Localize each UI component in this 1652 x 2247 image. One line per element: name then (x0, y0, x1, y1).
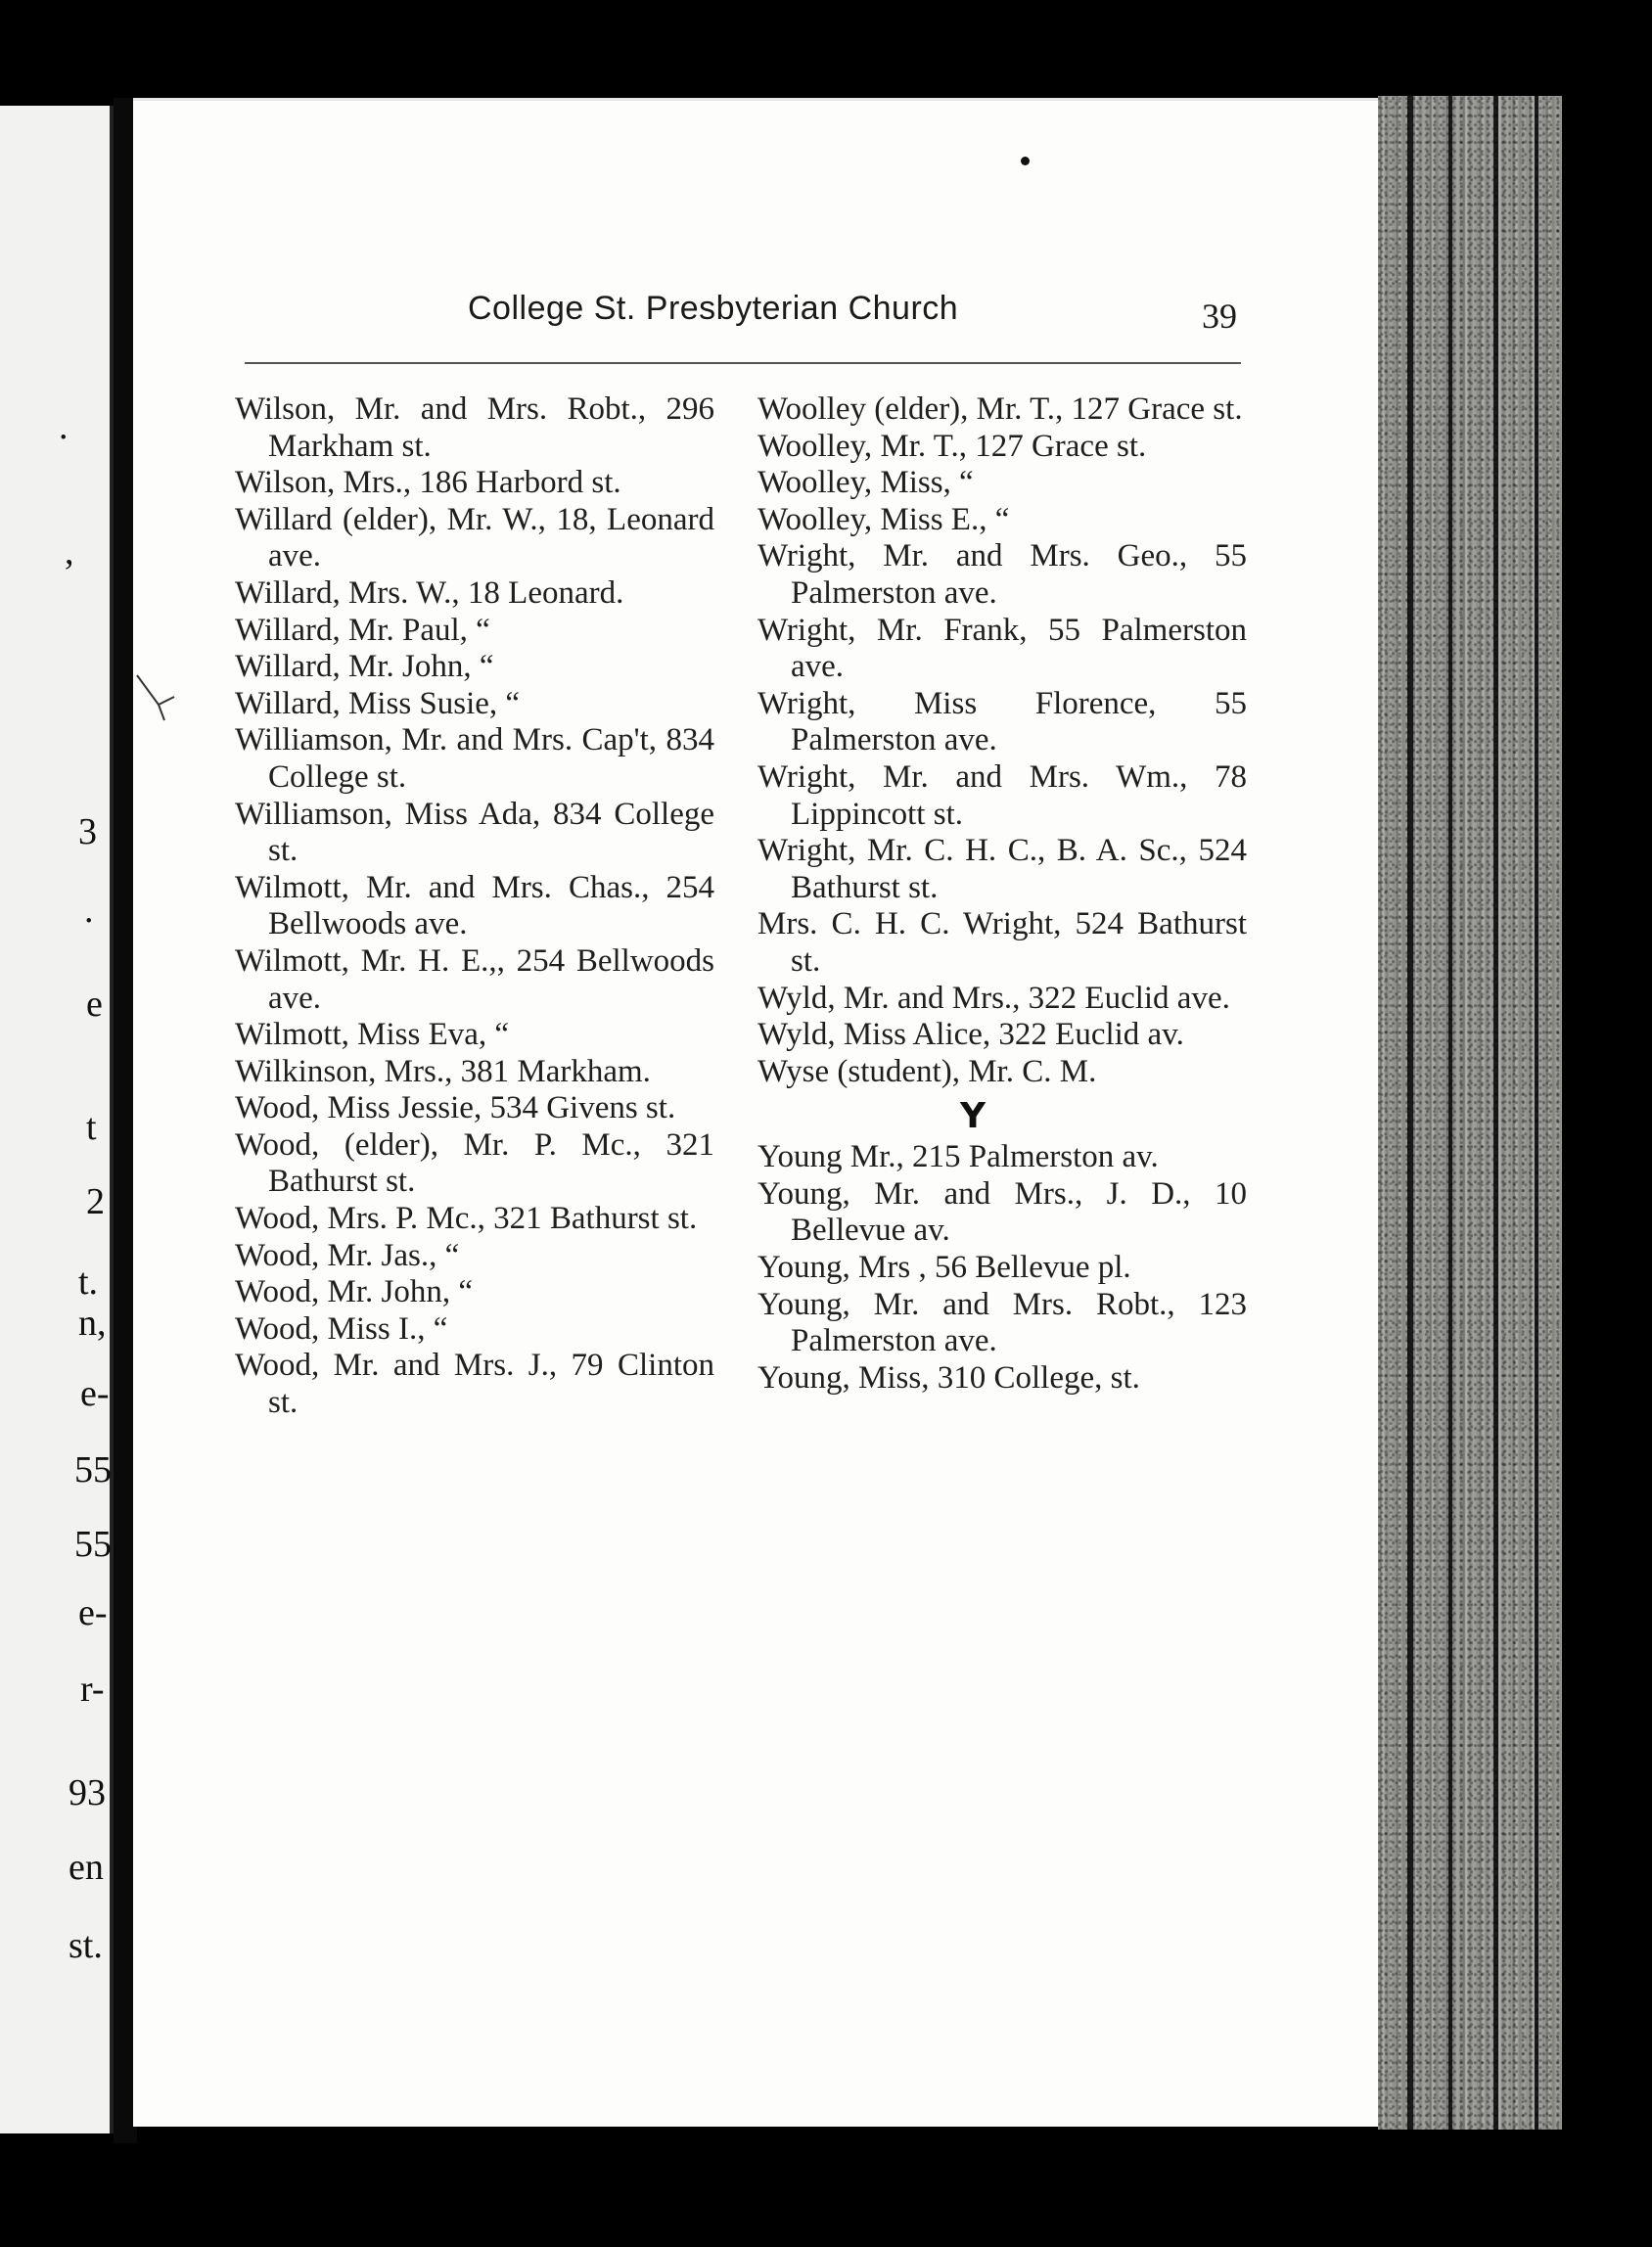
member-entry: Woolley, Mr. T., 127 Grace st. (757, 428, 1147, 464)
facing-page-fragment: 2 (86, 1181, 105, 1222)
edge-shadow (1493, 96, 1498, 2130)
member-entry: Wood, Mrs. P. Mc., 321 Bathurst st. (235, 1201, 698, 1237)
facing-page-fragment: en (69, 1847, 104, 1888)
member-entry: Woolley (elder), Mr. T., 127 Grace st. (757, 391, 1243, 427)
facing-page-fragment: e (86, 984, 103, 1025)
facing-page-fragment: n, (78, 1303, 107, 1344)
member-entry: Wood, Mr. Jas., “ (235, 1237, 460, 1273)
member-entry: Willard, Mr. John, “ (235, 649, 494, 685)
member-entry: Wright, Mr. and Mrs. Geo., 55 Palmerston ave. (757, 538, 1247, 611)
member-entry: Wood, Mr. and Mrs. J., 79 Clinton st. (235, 1348, 714, 1421)
member-entry: Willard (elder), Mr. W., 18, Leonard ave. (235, 501, 714, 574)
member-entry: Willard, Mr. Paul, “ (235, 612, 490, 648)
member-entry: Willard, Miss Susie, “ (235, 685, 521, 721)
member-entry: Wright, Mr. C. H. C., B. A. Sc., 524 Bathurst st. (757, 833, 1247, 905)
facing-page-fragment: 3 (78, 811, 97, 852)
ink-dot (1021, 157, 1030, 165)
page-number: 39 (1202, 297, 1237, 336)
facing-page-fragment: , (65, 531, 74, 573)
member-entry: Wilson, Mr. and Mrs. Robt., 296 Markham st. (235, 391, 714, 464)
member-entry: Wyld, Miss Alice, 322 Euclid av. (757, 1017, 1184, 1053)
member-entry: Young, Miss, 310 College, st. (757, 1359, 1140, 1396)
member-entry: Williamson, Miss Ada, 834 College st. (235, 796, 714, 869)
member-entry: Willard, Mrs. W., 18 Leonard. (235, 574, 624, 611)
member-entry: Young, Mr. and Mrs., J. D., 10 Bellevue av. (757, 1175, 1247, 1249)
header-rule (245, 362, 1241, 364)
edge-shadow (1535, 96, 1538, 2130)
member-entry: Mrs. C. H. C. Wright, 524 Bathurst st. (757, 906, 1247, 979)
facing-page-fragment: 55 (74, 1449, 112, 1490)
facing-page-fragment: e- (78, 1592, 108, 1633)
edge-shadow (1407, 96, 1413, 2130)
member-entry: Young, Mr. and Mrs. Robt., 123 Palmerston ave. (757, 1286, 1247, 1359)
member-entry: Woolley, Miss E., “ (757, 501, 1010, 537)
member-entry: Wilson, Mrs., 186 Harbord st. (235, 465, 621, 501)
member-entry: Wilmott, Mr. H. E.,, 254 Bellwoods ave. (235, 942, 714, 1016)
member-entry: Wood, (elder), Mr. P. Mc., 321 Bathurst st. (235, 1126, 714, 1200)
member-entry: Wright, Miss Florence, 55 Palmerston ave. (757, 685, 1247, 758)
member-entry: Wilmott, Mr. and Mrs. Chas., 254 Bellwoods ave. (235, 869, 714, 942)
member-entry: Williamson, Mr. and Mrs. Cap't, 834 College st. (235, 722, 714, 795)
facing-page-fragment: . (84, 890, 94, 931)
member-entry: Wood, Miss Jessie, 534 Givens st. (235, 1090, 676, 1126)
facing-page-fragment: t. (78, 1261, 99, 1303)
facing-page-fragment: t (86, 1107, 97, 1148)
member-entry: Wilkinson, Mrs., 381 Markham. (235, 1053, 651, 1089)
member-entry: Wright, Mr. Frank, 55 Palmerston ave. (757, 612, 1247, 685)
running-header: College St. Presbyterian Church (468, 290, 959, 327)
facing-page-fragment: r- (80, 1669, 105, 1710)
edge-shadow (1448, 96, 1452, 2130)
facing-page-sliver (0, 106, 114, 2133)
facing-page-fragment: 55 (74, 1524, 112, 1565)
pencil-check-mark (135, 673, 178, 722)
member-entry: Wood, Mr. John, “ (235, 1274, 474, 1310)
member-entry: Wilmott, Miss Eva, “ (235, 1017, 510, 1053)
directory-column-right (757, 391, 1247, 1397)
member-entry: Wright, Mr. and Mrs. Wm., 78 Lippincott st. (757, 758, 1247, 832)
directory-column-left (235, 391, 714, 1422)
member-entry: Wyld, Mr. and Mrs., 322 Euclid ave. (757, 980, 1230, 1016)
section-letter-heading: Y (959, 1096, 987, 1137)
facing-page-fragment: e- (80, 1373, 110, 1414)
page-edges (1378, 96, 1562, 2130)
facing-page-fragment: st. (69, 1925, 103, 1966)
member-entry: Wyse (student), Mr. C. M. (757, 1053, 1097, 1089)
member-entry: Woolley, Miss, “ (757, 465, 974, 501)
member-entry: Young, Mrs , 56 Bellevue pl. (757, 1250, 1131, 1286)
facing-page-fragment: . (59, 406, 69, 447)
member-entry: Young Mr., 215 Palmerston av. (757, 1139, 1159, 1175)
facing-page-fragment: 93 (69, 1772, 106, 1813)
member-entry: Wood, Miss I., “ (235, 1310, 448, 1347)
